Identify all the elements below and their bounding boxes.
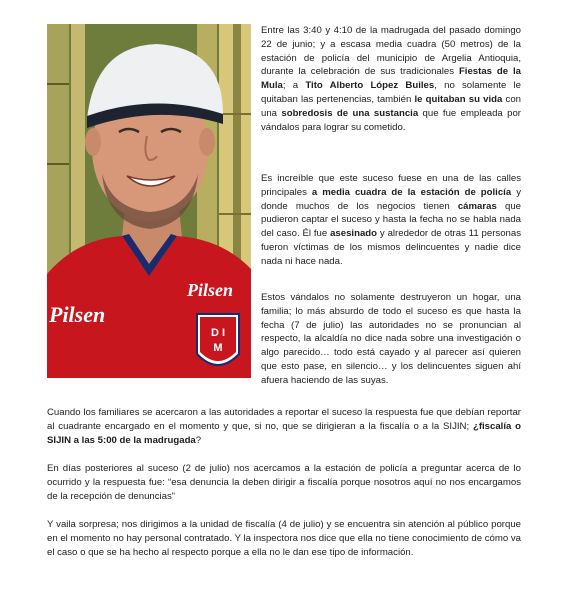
text-run: Y vaila sorpresa; nos dirigimos a la unidad de fiscalía (4 de julio) y se encuentra sin atención al público porque en el momento no hay personal contratado. Y la inspectora nos dice que ella no tiene conocimiento de cómo va el caso o que se ha hecho al respecto porque a ella no le dan ese tipo de información.	[47, 519, 521, 558]
bold-text: cámaras	[457, 200, 497, 212]
bold-text: le quitaban su vida	[414, 93, 503, 105]
bold-text: Fiestas de la Mula	[261, 66, 521, 92]
text-run: y donde muchos de los negocios tienen	[261, 186, 521, 212]
paragraph-1	[261, 24, 521, 134]
svg-text:D I: D I	[210, 327, 226, 339]
bold-text: sobredosis de una sustancia	[281, 107, 419, 119]
photo-wrap-spacer	[47, 291, 261, 374]
text-run: , no solamente le quitaban las pertenencias, también	[261, 80, 521, 105]
paragraph-5	[47, 462, 521, 503]
bold-text: ¿fiscalía o SIJIN a las 5:00 de la madrugada	[47, 420, 522, 446]
svg-text:Pilsen: Pilsen	[49, 302, 106, 327]
text-run: Es increíble que este suceso fuese en una de las calles principales	[261, 173, 521, 198]
text-run: ; a	[282, 80, 306, 92]
text-run: con una	[261, 93, 521, 119]
text-run: ?	[195, 434, 202, 446]
text-run: que fue empleada por vándalos para lograr su cometido.	[261, 107, 521, 133]
paragraph-4	[47, 406, 521, 447]
text-run: Entre las 3:40 y 4:10 de la madrugada del pasado domingo 22 de junio; y a escasa media cuadra (50 metros) de la estación de policía del municipio de Argelia Antioquia, durante la celebración de sus tradicionales	[261, 25, 521, 78]
text-run: que pudieron captar el suceso y hasta la fecha no se habla nada del caso. Él fue	[261, 200, 521, 240]
text-run: Cuando los familiares se acercaron a las autoridades a reportar el suceso la respuesta fue que debían reportar al cuadrante encargado en el momento y que, si no, que se dirigieran a la fiscalía o a la SIJIN;	[47, 407, 521, 432]
bold-text: a media cuadra de la estación de policía	[311, 186, 512, 198]
text-run: En días posteriores al suceso (2 de julio) nos acercamos a la estación de policía a preguntar acerca de lo ocurrido y la respuesta fue: “esa denuncia la deben dirigir a fiscalía porque nosotros aquí no nos encargamos de la recepción de denuncias”	[47, 463, 521, 502]
paragraph-2	[261, 172, 521, 269]
paragraph-6	[47, 518, 521, 559]
bold-text: Tito Alberto López Builes	[305, 80, 435, 92]
bold-text: asesinado	[330, 228, 378, 240]
text-run: y alrededor de otras 11 personas fueron víctimas de los mismos delincuentes y nadie dice nada ni hace nada.	[261, 228, 522, 267]
text-run: Estos vándalos no solamente destruyeron un hogar, una familia; lo más absurdo de todo el suceso es que hasta la fecha (7 de julio) las autoridades no se pronuncian al respecto, la alcaldía no dice nada sobre una investigación o algo parecido… todo está cayado y al parecer así quieren que esto pase, en silencio… y los delincuentes siguen ahí afuera haciendo de las suyas.	[261, 292, 521, 386]
svg-text:Pilsen: Pilsen	[187, 280, 234, 300]
svg-text:M: M	[213, 342, 223, 354]
